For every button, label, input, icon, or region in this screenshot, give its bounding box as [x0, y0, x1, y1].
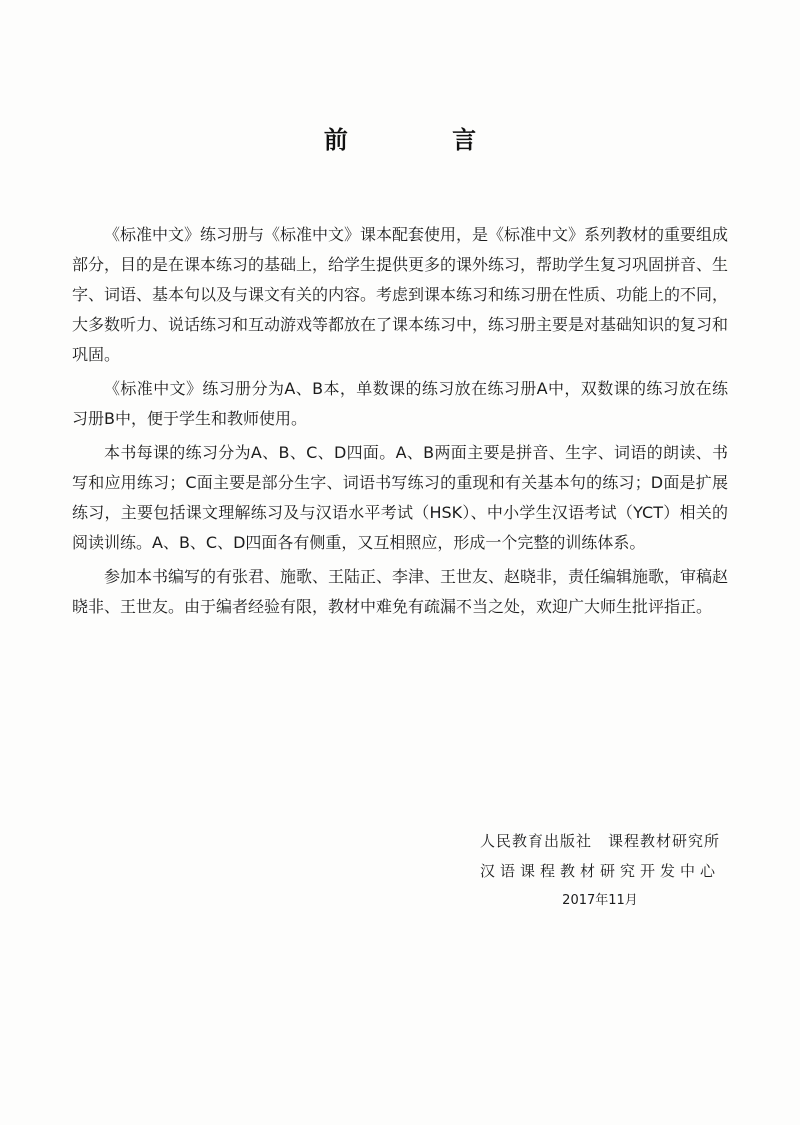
paragraph-1: 《标准中文》练习册与《标准中文》课本配套使用，是《标准中文》系列教材的重要组成部分，目的是在课本练习的基础上，给学生提供更多的课外练习，帮助学生复习巩固拼音、生字、词语、基本句以及与课文有关的内容。考虑到课本练习和练习册在性质、功能上的不同，大多数听力、说话练习和互动游戏等都放在了课本练习中，练习册主要是对基础知识的复习和巩固。 [72, 225, 729, 364]
page-title: 前 言 [323, 125, 525, 154]
signature-block [440, 826, 720, 916]
preface-body [72, 220, 728, 626]
paragraph-3: 本书每课的练习分为A、B、C、D四面。A、B两面主要是拼音、生字、词语的朗读、书写和应用练习；C面主要是部分生字、词语书写练习的重现和有关基本句的练习；D面是扩展练习，主要包括课文理解练习及与汉语水平考试（HSK）、中小学生汉语考试（YCT）相关的阅读训练。A、B、C、D四面各有侧重，又互相照应，形成一个完整的训练体系。 [72, 443, 728, 552]
signature-date: 2017年11月 [562, 893, 638, 908]
signature-publisher: 人民教育出版社 课程教材研究所 [479, 832, 720, 850]
paragraph-4: 参加本书编写的有张君、施歌、王陆正、李津、王世友、赵晓非，责任编辑施歌，审稿赵晓非、王世友。由于编者经验有限，教材中难免有疏漏不当之处，欢迎广大师生批评指正。 [72, 567, 729, 616]
signature-center: 汉语课程教材研究开发中心 [479, 862, 720, 880]
paragraph-2: 《标准中文》练习册分为A、B本，单数课的练习放在练习册A中，双数课的练习放在练习册B中，便于学生和教师使用。 [72, 379, 728, 428]
